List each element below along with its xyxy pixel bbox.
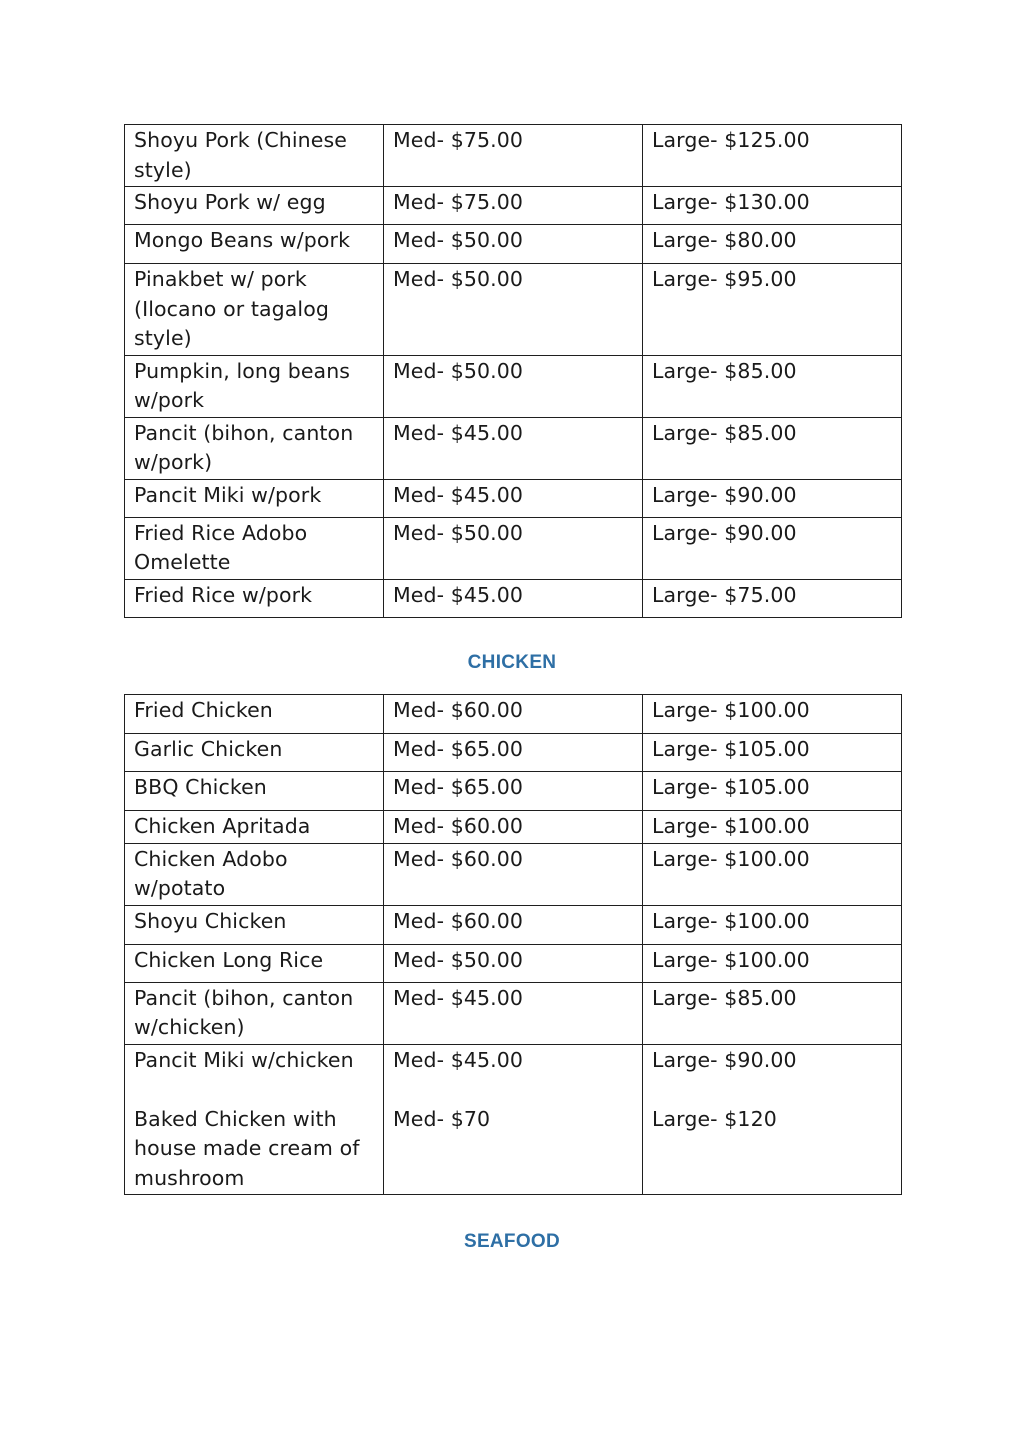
table-row bbox=[125, 811, 902, 844]
table-row bbox=[125, 1044, 902, 1195]
large-price: Large- $90.00 bbox=[643, 479, 902, 517]
medium-price: Med- $45.00 Med- $70 bbox=[384, 1044, 643, 1195]
table-row bbox=[125, 517, 902, 579]
item-name: Chicken Apritada bbox=[125, 811, 384, 844]
medium-price: Med- $45.00 bbox=[384, 982, 643, 1044]
chicken-section-heading: CHICKEN bbox=[467, 652, 557, 673]
item-name: Fried Rice w/pork bbox=[125, 579, 384, 617]
medium-price: Med- $60.00 bbox=[384, 695, 643, 734]
table-row bbox=[125, 982, 902, 1044]
item-name: Fried Rice Adobo Omelette bbox=[125, 517, 384, 579]
item-name: Pinakbet w/ pork (Ilocano or tagalog style) bbox=[125, 264, 384, 356]
table-row bbox=[125, 944, 902, 982]
table-row bbox=[125, 125, 902, 187]
table-row bbox=[125, 843, 902, 905]
large-price: Large- $95.00 bbox=[643, 264, 902, 356]
large-price: Large- $90.00 Large- $120 bbox=[643, 1044, 902, 1195]
large-price: Large- $85.00 bbox=[643, 417, 902, 479]
large-price: Large- $100.00 bbox=[643, 944, 902, 982]
medium-price: Med- $45.00 bbox=[384, 417, 643, 479]
table-row bbox=[125, 772, 902, 811]
medium-price: Med- $65.00 bbox=[384, 772, 643, 811]
large-price: Large- $105.00 bbox=[643, 734, 902, 772]
table-row bbox=[125, 417, 902, 479]
item-name: Pancit Miki w/chicken Baked Chicken with house made cream of mushroom bbox=[125, 1044, 384, 1195]
item-name: Chicken Long Rice bbox=[125, 944, 384, 982]
medium-price: Med- $75.00 bbox=[384, 125, 643, 187]
item-name: Chicken Adobo w/potato bbox=[125, 843, 384, 905]
medium-price: Med- $45.00 bbox=[384, 579, 643, 617]
medium-price: Med- $75.00 bbox=[384, 187, 643, 225]
table-row bbox=[125, 479, 902, 517]
item-name: Fried Chicken bbox=[125, 695, 384, 734]
medium-price: Med- $60.00 bbox=[384, 843, 643, 905]
item-name: Shoyu Pork (Chinese style) bbox=[125, 125, 384, 187]
table-row bbox=[125, 734, 902, 772]
item-name: Pancit (bihon, canton w/chicken) bbox=[125, 982, 384, 1044]
medium-price: Med- $45.00 bbox=[384, 479, 643, 517]
large-price: Large- $125.00 bbox=[643, 125, 902, 187]
item-name: Shoyu Chicken bbox=[125, 905, 384, 944]
item-name: Pancit (bihon, canton w/pork) bbox=[125, 417, 384, 479]
table-row bbox=[125, 905, 902, 944]
large-price: Large- $100.00 bbox=[643, 905, 902, 944]
medium-price: Med- $50.00 bbox=[384, 355, 643, 417]
medium-price: Med- $60.00 bbox=[384, 811, 643, 844]
large-price: Large- $75.00 bbox=[643, 579, 902, 617]
item-name: Shoyu Pork w/ egg bbox=[125, 187, 384, 225]
large-price: Large- $85.00 bbox=[643, 982, 902, 1044]
medium-price: Med- $50.00 bbox=[384, 944, 643, 982]
large-price: Large- $85.00 bbox=[643, 355, 902, 417]
chicken-menu-table bbox=[124, 694, 902, 1195]
large-price: Large- $100.00 bbox=[643, 843, 902, 905]
large-price: Large- $90.00 bbox=[643, 517, 902, 579]
medium-price: Med- $60.00 bbox=[384, 905, 643, 944]
table-row bbox=[125, 695, 902, 734]
table-row bbox=[125, 579, 902, 617]
medium-price: Med- $50.00 bbox=[384, 264, 643, 356]
medium-price: Med- $50.00 bbox=[384, 517, 643, 579]
large-price: Large- $130.00 bbox=[643, 187, 902, 225]
pork-menu-table bbox=[124, 124, 902, 618]
item-name: Garlic Chicken bbox=[125, 734, 384, 772]
item-name: Pancit Miki w/pork bbox=[125, 479, 384, 517]
table-row bbox=[125, 187, 902, 225]
medium-price: Med- $65.00 bbox=[384, 734, 643, 772]
table-row bbox=[125, 264, 902, 356]
medium-price: Med- $50.00 bbox=[384, 225, 643, 264]
large-price: Large- $80.00 bbox=[643, 225, 902, 264]
large-price: Large- $105.00 bbox=[643, 772, 902, 811]
table-row bbox=[125, 355, 902, 417]
large-price: Large- $100.00 bbox=[643, 695, 902, 734]
item-name: BBQ Chicken bbox=[125, 772, 384, 811]
item-name: Mongo Beans w/pork bbox=[125, 225, 384, 264]
item-name: Pumpkin, long beans w/pork bbox=[125, 355, 384, 417]
table-row bbox=[125, 225, 902, 264]
seafood-section-heading: SEAFOOD bbox=[463, 1231, 561, 1252]
large-price: Large- $100.00 bbox=[643, 811, 902, 844]
